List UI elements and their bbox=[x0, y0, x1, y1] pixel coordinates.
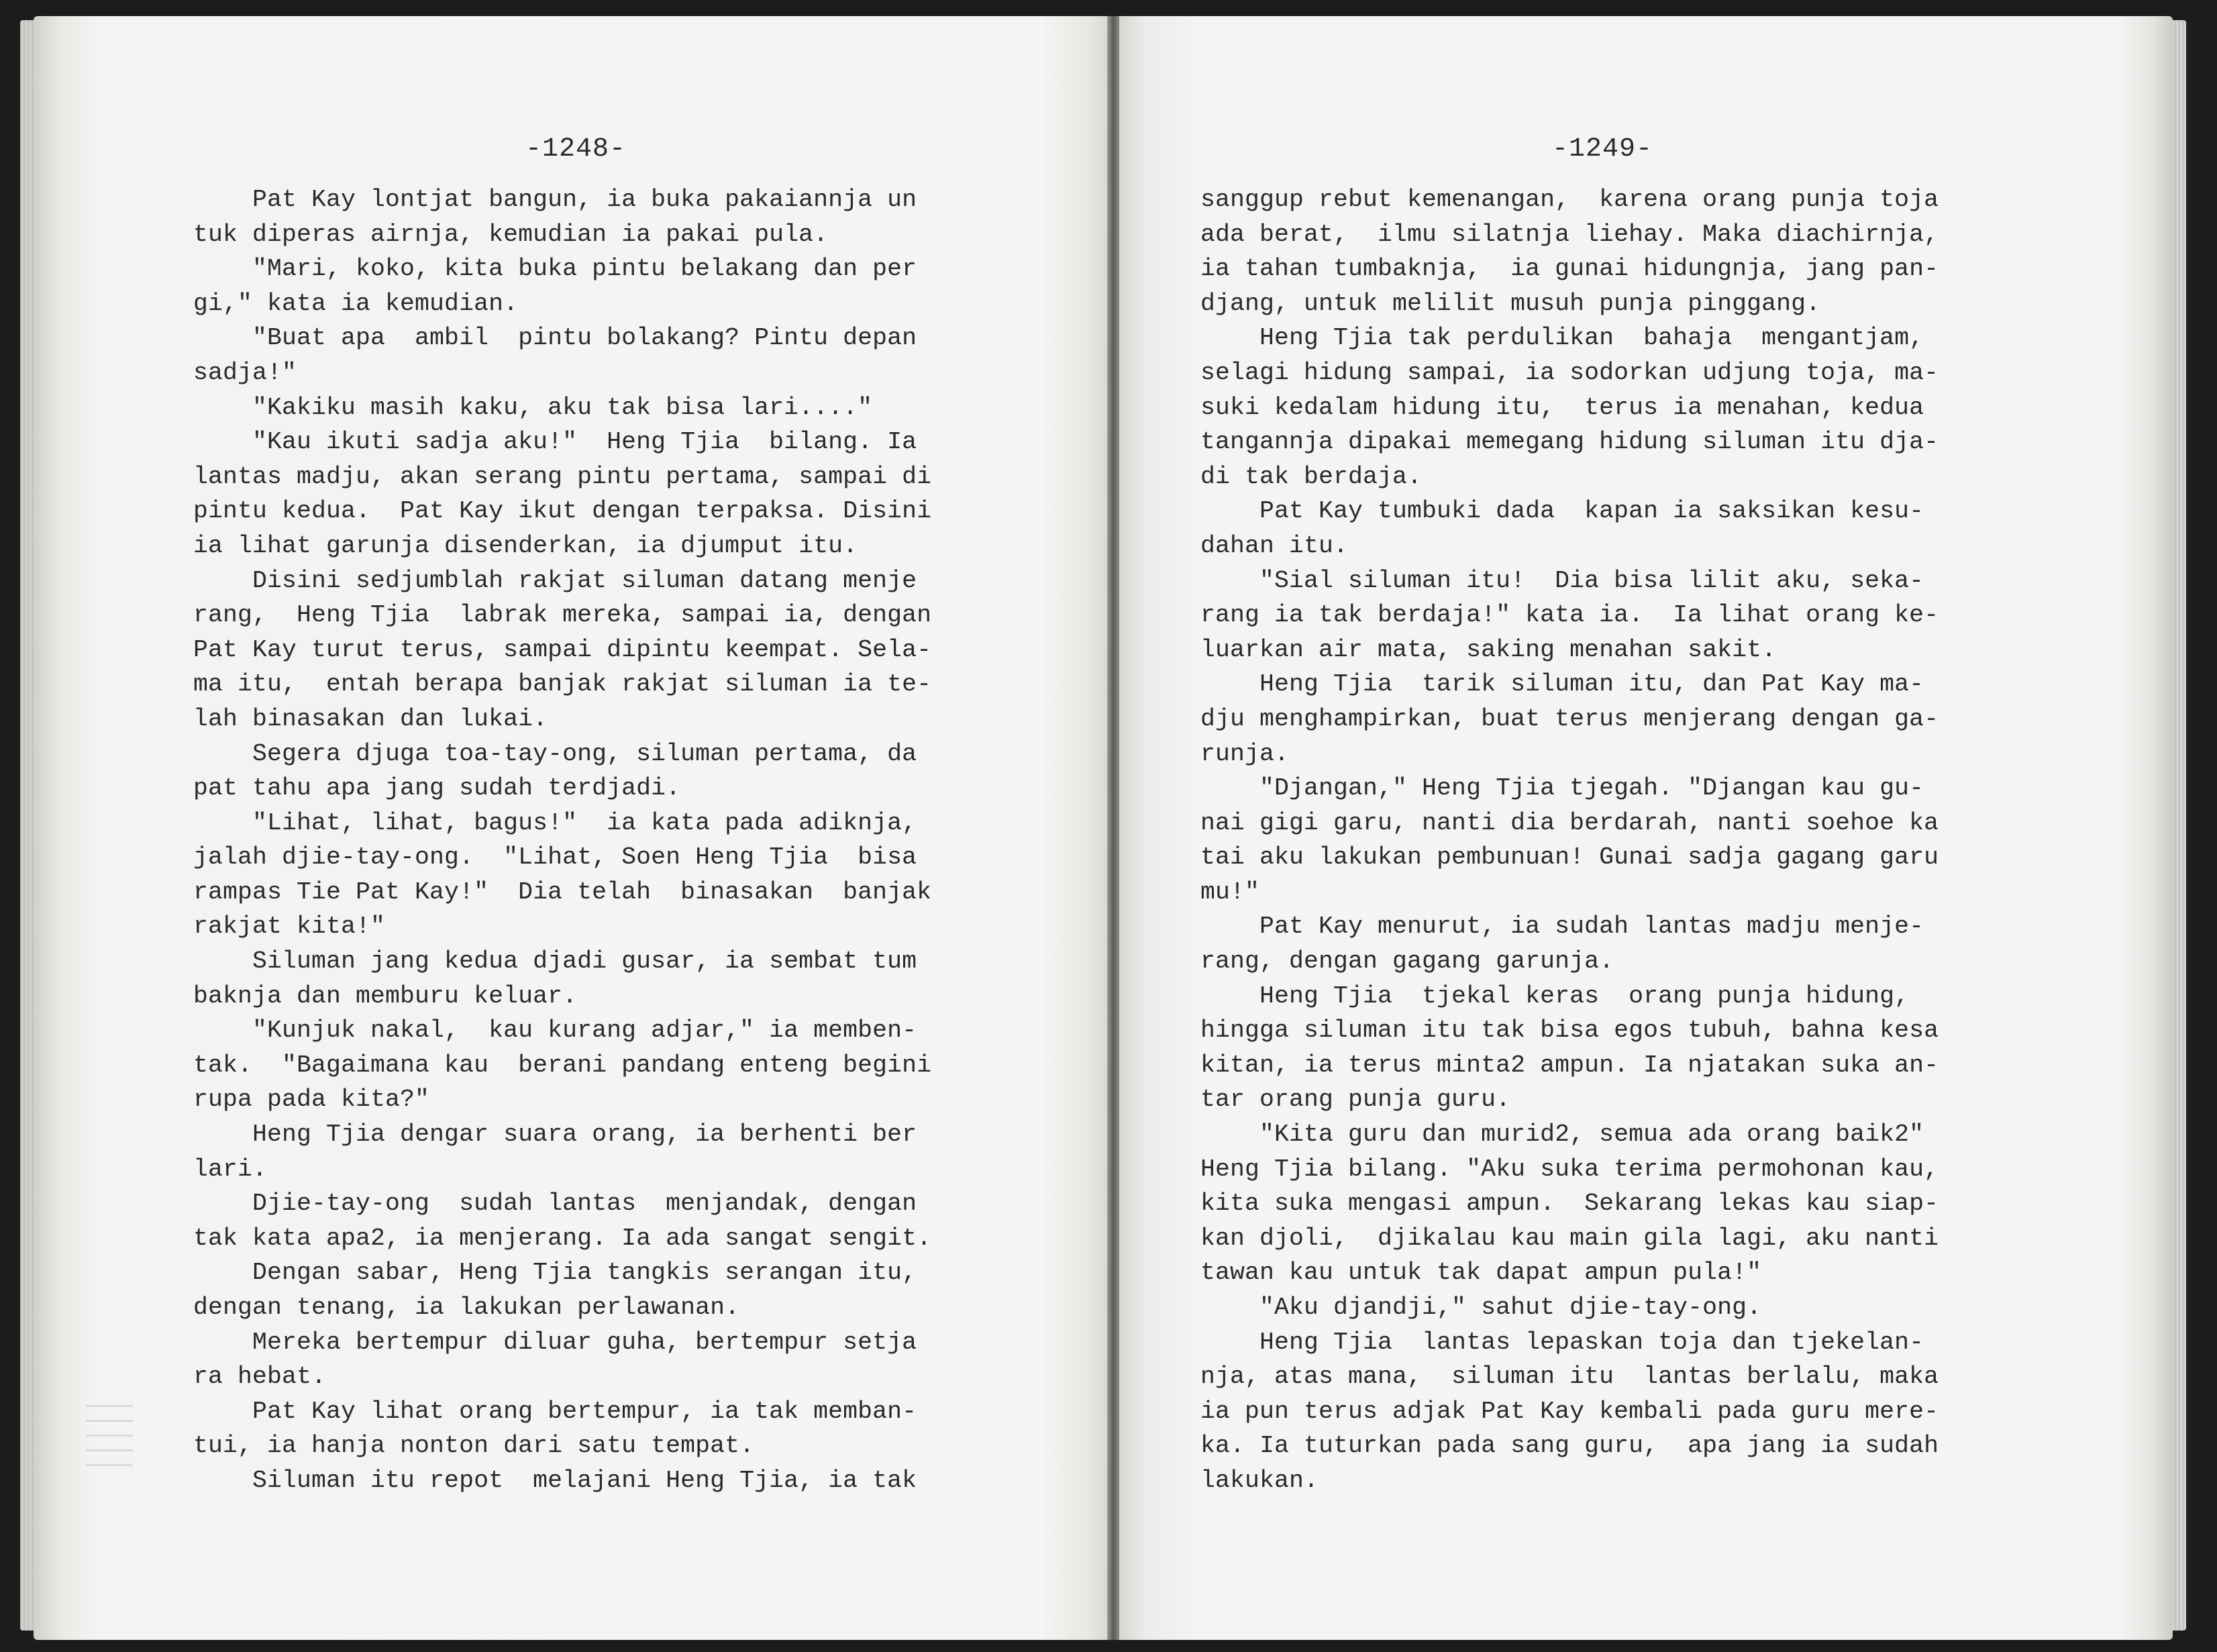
text-line: nai gigi garu, nanti dia berdarah, nanti soehoe ka bbox=[1200, 809, 1939, 837]
text-line: Siluman jang kedua djadi gusar, ia sembat tum bbox=[193, 947, 917, 976]
text-line: ma itu, entah berapa banjak rakjat siluman ia te- bbox=[193, 670, 932, 699]
margin-stain bbox=[86, 1405, 133, 1479]
text-line: kita suka mengasi ampun. Sekarang lekas kau siap- bbox=[1200, 1190, 1939, 1218]
text-line: rupa pada kita?" bbox=[193, 1086, 430, 1114]
text-line: kan djoli, djikalau kau main gila lagi, aku nanti bbox=[1200, 1224, 1939, 1252]
right-page-text bbox=[1200, 183, 2086, 1498]
text-line: nja, atas mana, siluman itu lantas berlalu, maka bbox=[1200, 1363, 1939, 1391]
text-line: Heng Tjia tak perdulikan bahaja mengantjam, bbox=[1200, 324, 1924, 352]
text-line: mu!" bbox=[1200, 878, 1260, 906]
text-line: luarkan air mata, saking menahan sakit. bbox=[1200, 635, 1777, 664]
text-line: lakukan. bbox=[1200, 1466, 1319, 1494]
text-line: ia tahan tumbaknja, ia gunai hidungnja, jang pan- bbox=[1200, 255, 1939, 283]
text-line: rakjat kita!" bbox=[193, 913, 386, 941]
text-line: ia lihat garunja disenderkan, ia djumput itu. bbox=[193, 531, 858, 560]
text-line: hingga siluman itu tak bisa egos tubuh, bahna kesa bbox=[1200, 1017, 1939, 1045]
text-line: rampas Tie Pat Kay!" Dia telah binasakan banjak bbox=[193, 878, 932, 906]
text-line: pat tahu apa jang sudah terdjadi. bbox=[193, 774, 681, 803]
text-line: suki kedalam hidung itu, terus ia menahan, kedua bbox=[1200, 393, 1924, 421]
text-line: tui, ia hanja nonton dari satu tempat. bbox=[193, 1432, 755, 1460]
text-line: dengan tenang, ia lakukan perlawanan. bbox=[193, 1294, 740, 1321]
text-line: "Kunjuk nakal, kau kurang adjar," ia memben- bbox=[193, 1017, 917, 1045]
text-line: Heng Tjia tjekal keras orang punja hidung, bbox=[1200, 982, 1910, 1010]
text-line: jalah djie-tay-ong. "Lihat, Soen Heng Tjia bisa bbox=[193, 843, 917, 872]
text-line: tuk diperas airnja, kemudian ia pakai pula. bbox=[193, 220, 829, 248]
left-page-number: -1248- bbox=[525, 134, 627, 164]
text-line: di tak berdaja. bbox=[1200, 462, 1423, 491]
text-line: pintu kedua. Pat Kay ikut dengan terpaksa. Disini bbox=[193, 497, 932, 525]
text-line: "Lihat, lihat, bagus!" ia kata pada adiknja, bbox=[193, 809, 917, 837]
text-line: Pat Kay tumbuki dada kapan ia saksikan kesu- bbox=[1200, 497, 1924, 525]
text-line: "Sial siluman itu! Dia bisa lilit aku, seka- bbox=[1200, 566, 1924, 595]
text-line: rang, dengan gagang garunja. bbox=[1200, 947, 1614, 976]
right-page bbox=[1119, 16, 2173, 1640]
text-line: gi," kata ia kemudian. bbox=[193, 289, 519, 317]
text-line: Pat Kay lontjat bangun, ia buka pakaiannja un bbox=[193, 186, 917, 213]
text-line: rang ia tak berdaja!" kata ia. Ia lihat orang ke- bbox=[1200, 601, 1939, 629]
text-line: lah binasakan dan lukai. bbox=[193, 705, 548, 733]
text-line: tawan kau untuk tak dapat ampun pula!" bbox=[1200, 1259, 1762, 1287]
text-line: Heng Tjia tarik siluman itu, dan Pat Kay ma- bbox=[1200, 670, 1924, 699]
book-gutter bbox=[1107, 16, 1119, 1640]
text-line: Pat Kay lihat orang bertempur, ia tak memban- bbox=[193, 1397, 917, 1425]
text-line: "Aku djandji," sahut djie-tay-ong. bbox=[1200, 1294, 1762, 1321]
text-line: Heng Tjia bilang. "Aku suka terima permohonan kau, bbox=[1200, 1155, 1939, 1183]
text-line: tak kata apa2, ia menjerang. Ia ada sangat sengit. bbox=[193, 1224, 932, 1252]
text-line: baknja dan memburu keluar. bbox=[193, 982, 578, 1010]
text-line: kitan, ia terus minta2 ampun. Ia njatakan suka an- bbox=[1200, 1051, 1939, 1079]
text-line: sadja!" bbox=[193, 358, 297, 386]
text-line: "Buat apa ambil pintu bolakang? Pintu depan bbox=[193, 324, 917, 352]
text-line: Heng Tjia dengar suara orang, ia berhenti ber bbox=[193, 1121, 917, 1149]
text-line: ka. Ia tuturkan pada sang guru, apa jang ia sudah bbox=[1200, 1432, 1939, 1460]
text-line: "Mari, koko, kita buka pintu belakang dan per bbox=[193, 255, 917, 283]
text-line: dju menghampirkan, buat terus menjerang dengan ga- bbox=[1200, 705, 1939, 733]
text-line: Pat Kay turut terus, sampai dipintu keempat. Sela- bbox=[193, 635, 932, 664]
text-line: djang, untuk melilit musuh punja pinggang. bbox=[1200, 289, 1821, 317]
text-line: ra hebat. bbox=[193, 1363, 327, 1391]
text-line: Heng Tjia lantas lepaskan toja dan tjekelan- bbox=[1200, 1328, 1924, 1356]
text-line: runja. bbox=[1200, 739, 1290, 768]
text-line: dahan itu. bbox=[1200, 531, 1349, 560]
text-line: sanggup rebut kemenangan, karena orang punja toja bbox=[1200, 186, 1939, 213]
left-page bbox=[34, 16, 1107, 1640]
text-line: Dengan sabar, Heng Tjia tangkis serangan itu, bbox=[193, 1259, 917, 1287]
right-page-number: -1249- bbox=[1552, 134, 1653, 164]
text-line: "Kau ikuti sadja aku!" Heng Tjia bilang. Ia bbox=[193, 428, 917, 456]
text-line: Djie-tay-ong sudah lantas menjandak, dengan bbox=[193, 1190, 917, 1218]
text-line: "Kakiku masih kaku, aku tak bisa lari...." bbox=[193, 393, 873, 421]
text-line: tangannja dipakai memegang hidung siluman itu dja- bbox=[1200, 428, 1939, 456]
left-page-text bbox=[193, 183, 1079, 1498]
text-line: ia pun terus adjak Pat Kay kembali pada guru mere- bbox=[1200, 1397, 1939, 1425]
text-line: Mereka bertempur diluar guha, bertempur setja bbox=[193, 1328, 917, 1356]
text-line: Pat Kay menurut, ia sudah lantas madju menje- bbox=[1200, 913, 1924, 941]
text-line: tai aku lakukan pembunuan! Gunai sadja gagang garu bbox=[1200, 843, 1939, 872]
text-line: "Kita guru dan murid2, semua ada orang baik2" bbox=[1200, 1121, 1924, 1149]
text-line: tak. "Bagaimana kau berani pandang enteng begini bbox=[193, 1051, 932, 1079]
text-line: tar orang punja guru. bbox=[1200, 1086, 1511, 1114]
text-line: Disini sedjumblah rakjat siluman datang menje bbox=[193, 566, 917, 595]
text-line: ada berat, ilmu silatnja liehay. Maka diachirnja, bbox=[1200, 220, 1939, 248]
text-line: selagi hidung sampai, ia sodorkan udjung toja, ma- bbox=[1200, 358, 1939, 386]
text-line: lantas madju, akan serang pintu pertama, sampai di bbox=[193, 462, 932, 491]
text-line: Siluman itu repot melajani Heng Tjia, ia tak bbox=[193, 1466, 917, 1494]
text-line: lari. bbox=[193, 1155, 268, 1183]
text-line: "Djangan," Heng Tjia tjegah. "Djangan kau gu- bbox=[1200, 774, 1924, 803]
text-line: rang, Heng Tjia labrak mereka, sampai ia, dengan bbox=[193, 601, 932, 629]
text-line: Segera djuga toa-tay-ong, siluman pertama, da bbox=[193, 739, 917, 768]
